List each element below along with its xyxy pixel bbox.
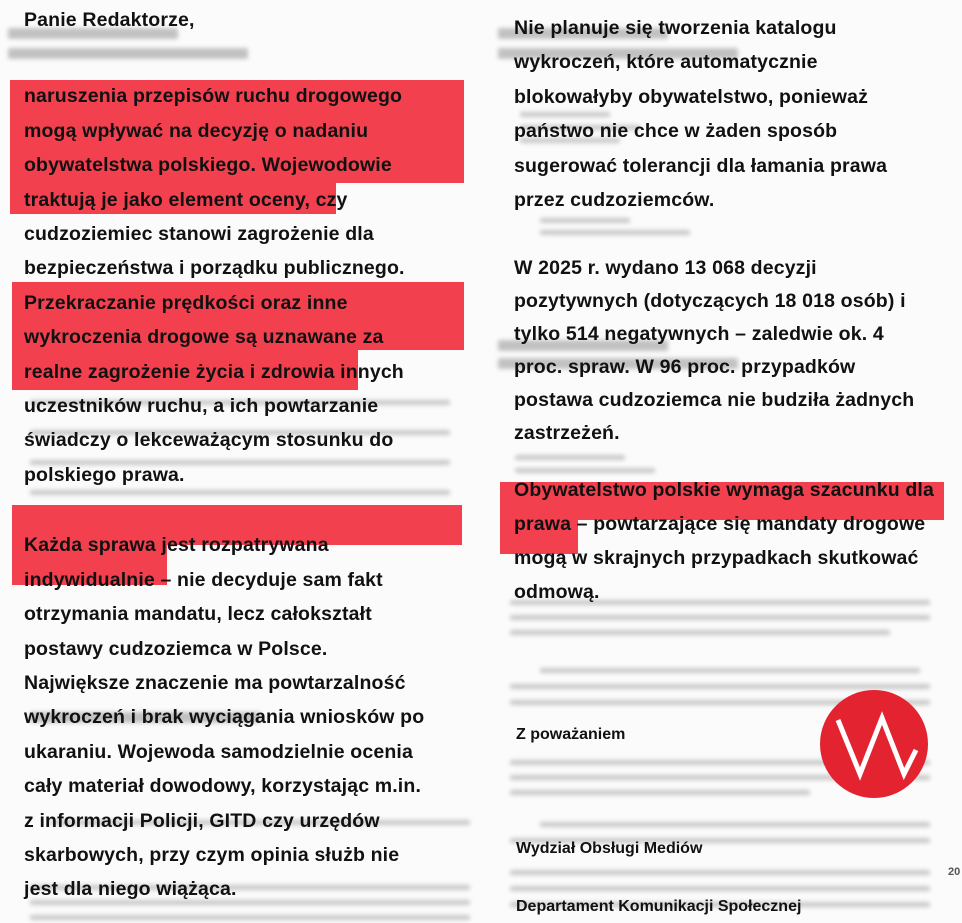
text-line: ukaraniu. Wojewoda samodzielnie ocenia [24, 740, 413, 763]
text-line: cudzoziemiec stanowi zagrożenie dla [24, 223, 374, 246]
text-line: świadczy o lekceważącym stosunku do [24, 429, 394, 452]
text-line: realne zagrożenie życia i zdrowia innych [24, 360, 404, 383]
text-line: zastrzeżeń. [514, 422, 620, 445]
text-line: sugerować tolerancji dla łamania prawa [514, 154, 888, 177]
text-line: postawa cudzoziemca nie budziła żadnych [514, 389, 915, 412]
text-line: proc. spraw. W 96 proc. przypadków [514, 356, 856, 379]
text-line: blokowałyby obywatelstwo, ponieważ [514, 85, 868, 108]
text-line: Obywatelstwo polskie wymaga szacunku dla [514, 479, 934, 502]
text-line: obywatelstwa polskiego. Wojewodowie [24, 154, 392, 177]
text-line: wykroczenia drogowe są uznawane za [24, 326, 384, 349]
text-line: prawa – powtarzające się mandaty drogowe [514, 513, 926, 536]
text-line: Przekraczanie prędkości oraz inne [24, 291, 348, 314]
text-line: bezpieczeństwa i porządku publicznego. [24, 257, 405, 280]
text-line [514, 450, 934, 473]
closing-text: Z poważaniem [516, 726, 626, 743]
text-line: Nie planuje się tworzenia katalogu [514, 17, 837, 39]
text-line: przez cudzoziemców. [514, 189, 715, 212]
text-line: mogą w skrajnych przypadkach skutkować [514, 547, 919, 570]
text-line: Panie Redaktorze, [24, 9, 195, 31]
office-name: Wydział Obsługi Mediów [516, 840, 703, 857]
text-line: wykroczeń i brak wyciągania wniosków po [24, 706, 425, 729]
text-line: pozytywnych (dotyczących 18 018 osób) i [514, 290, 906, 313]
text-line: z informacji Policji, GITD czy urzędów [24, 809, 380, 832]
text-line: mogą wpływać na decyzję o nadaniu [24, 119, 369, 142]
text-line: otrzymania mandatu, lecz całokształt [24, 603, 372, 626]
text-line: jest dla niego wiążąca. [24, 878, 237, 901]
text-line: skarbowych, przy czym opinia służb nie [24, 843, 400, 866]
text-line: naruszenia przepisów ruchu drogowego [24, 85, 403, 108]
text-line: uczestników ruchu, a ich powtarzanie [24, 395, 379, 418]
text-line: Największe znaczenie ma powtarzalność [24, 671, 406, 694]
text-line: postawy cudzoziemca w Polsce. [24, 637, 328, 660]
edge-fragment: 20 [948, 866, 961, 878]
wa-logo-mark-icon [820, 690, 928, 798]
text-line: polskiego prawa. [24, 463, 185, 486]
department-name: Departament Komunikacji Społecznej [516, 898, 802, 915]
text-line [24, 37, 424, 79]
left-column-text [24, 3, 424, 907]
text-line: traktują je jako element oceny, czy [24, 188, 348, 211]
text-line: cały materiał dowodowy, korzystając m.in. [24, 775, 422, 798]
text-line [24, 492, 424, 528]
text-line: Każda sprawa jest rozpatrywana [24, 534, 329, 557]
text-line: W 2025 r. wydano 13 068 decyzji [514, 257, 817, 280]
wa-logo-icon [820, 690, 928, 798]
text-line: odmową. [514, 581, 600, 604]
right-column-text [514, 11, 934, 609]
text-line: tylko 514 negatywnych – zaledwie ok. 4 [514, 323, 884, 346]
text-line: państwo nie chce w żaden sposób [514, 120, 838, 143]
text-line: wykroczeń, które automatycznie [514, 51, 818, 74]
text-line [514, 217, 934, 252]
text-line: indywidualnie – nie decyduje sam fakt [24, 568, 383, 591]
